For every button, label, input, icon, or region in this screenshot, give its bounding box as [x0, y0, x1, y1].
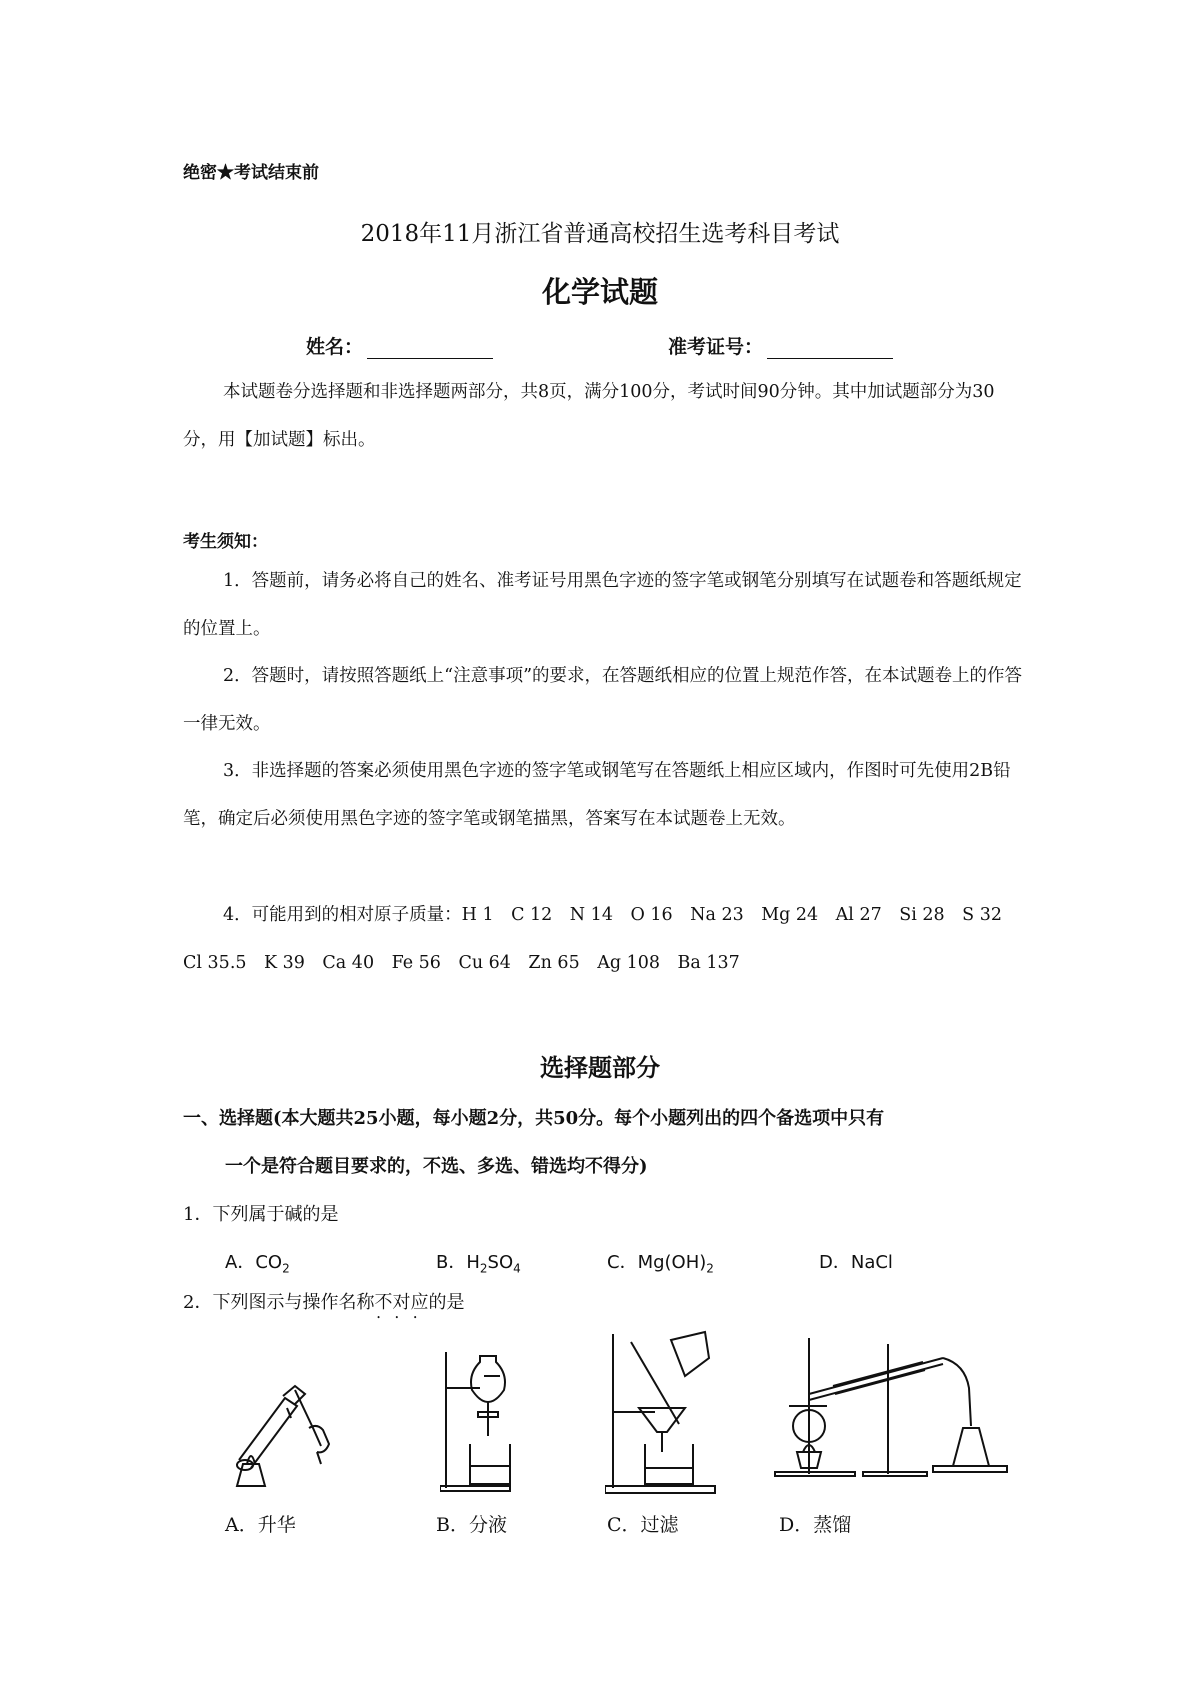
- q1-option-a-sub: 2: [282, 1261, 290, 1276]
- notice-item-4: 4．可能用到的相对原子质量：H 1 C 12 N 14 O 16 Na 23 Mg 24 Al 27 Si 28 S 32 Cl 35.5 K 39 Ca 40 Fe 56 Cu 64 Zn 65 Ag 108 Ba 137: [183, 905, 1020, 973]
- name-blank[interactable]: [367, 338, 493, 359]
- q2-caption-a: A．升华: [225, 1514, 296, 1536]
- sublimation-apparatus-image: [225, 1368, 355, 1493]
- q2-caption-d: D．蒸馏: [779, 1514, 852, 1536]
- part-heading-line2: 一个是符合题目要求的，不选、多选、错选均不得分): [225, 1156, 648, 1177]
- q1-option-c-text: C．Mg(OH): [607, 1252, 707, 1273]
- notice-item-1: 1．答题前，请务必将自己的姓名、准考证号用黑色字迹的签字笔或钢笔分别填写在试题卷和答题纸规定的位置上。: [183, 571, 1022, 639]
- q1-option-a-text: A．CO: [225, 1252, 283, 1273]
- q1-option-b: [436, 1248, 521, 1276]
- intro-paragraph: 本试题卷分选择题和非选择题两部分，共8页，满分100分，考试时间90分钟。其中加试题部分为30分，用【加试题】标出。: [183, 382, 995, 450]
- q1-option-b-sub1: 2: [479, 1261, 488, 1276]
- q1-option-a: [225, 1248, 290, 1276]
- q1-option-b-mid: SO: [487, 1252, 514, 1273]
- q1-option-c-sub: 2: [706, 1261, 714, 1276]
- separatory-funnel-image: [440, 1348, 550, 1493]
- q1-option-d: D．NaCl: [819, 1252, 893, 1273]
- q1-option-b-text: B．H: [436, 1252, 480, 1273]
- q2-stem-emphasis: 不对应 • • •: [374, 1292, 428, 1313]
- q2-caption-c: C．过滤: [607, 1514, 679, 1536]
- distillation-apparatus-image: [773, 1328, 1013, 1478]
- section-title: 选择题部分: [540, 1053, 660, 1082]
- notice-heading: 考生须知：: [183, 532, 268, 552]
- part-heading-line1: 一、选择题(本大题共25小题，每小题2分，共50分。每个小题列出的四个备选项中只有: [183, 1108, 885, 1129]
- question-2-stem: [183, 1288, 464, 1314]
- q2-caption-b: B．分液: [436, 1514, 507, 1536]
- confidential-label: 绝密★考试结束前: [183, 163, 319, 183]
- notice-item-2: 2．答题时，请按照答题纸上“注意事项”的要求，在答题纸相应的位置上规范作答，在本试题卷上的作答一律无效。: [183, 666, 1023, 734]
- q2-stem-post: 的是: [428, 1292, 465, 1313]
- question-1-stem: 1．下列属于碱的是: [183, 1204, 339, 1225]
- name-label: 姓名：: [306, 336, 364, 358]
- exam-id-field[interactable]: [668, 332, 893, 359]
- q2-stem-pre: 2．下列图示与操作名称: [183, 1292, 375, 1313]
- q1-option-b-sub2: 4: [513, 1261, 521, 1276]
- exam-id-label: 准考证号：: [668, 336, 764, 358]
- notice-item-3: 3．非选择题的答案必须使用黑色字迹的签字笔或钢笔写在答题纸上相应区域内，作图时可先使用2B铅笔，确定后必须使用黑色字迹的签字笔或钢笔描黑，答案写在本试题卷上无效。: [183, 761, 1011, 829]
- q1-option-c: [607, 1248, 714, 1276]
- exam-title: 2018年11月浙江省普通高校招生选考科目考试: [360, 221, 840, 247]
- name-field[interactable]: [306, 332, 493, 359]
- exam-id-blank[interactable]: [767, 338, 893, 359]
- filtration-apparatus-image: [605, 1328, 725, 1496]
- subject-title: 化学试题: [541, 275, 658, 309]
